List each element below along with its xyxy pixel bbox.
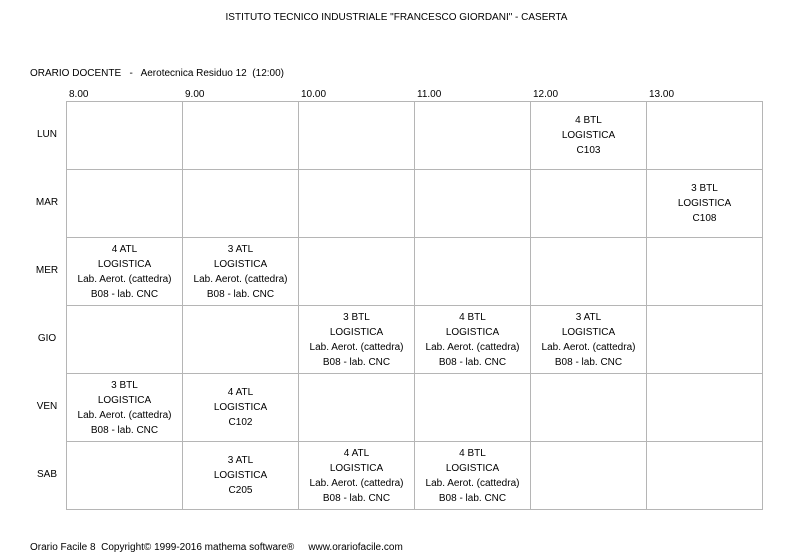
- timetable-row: [67, 170, 763, 238]
- lesson-line: Lab. Aerot. (cattedra): [425, 341, 520, 353]
- lesson-line: Lab. Aerot. (cattedra): [541, 341, 636, 353]
- lesson-line: Lab. Aerot. (cattedra): [309, 477, 404, 489]
- footer: [30, 542, 403, 553]
- empty-cell: [531, 374, 647, 442]
- lesson-line: C108: [692, 213, 717, 224]
- lesson-line: 3 BTL: [343, 311, 370, 323]
- timetable-row: [67, 102, 763, 170]
- empty-cell: [647, 102, 763, 170]
- lesson-line: Lab. Aerot. (cattedra): [77, 409, 172, 421]
- empty-cell: [647, 238, 763, 306]
- lesson-line: LOGISTICA: [329, 326, 384, 338]
- lesson-line: Lab. Aerot. (cattedra): [425, 477, 520, 489]
- empty-cell: [415, 374, 531, 442]
- lesson-line: B08 - lab. CNC: [90, 288, 159, 300]
- empty-cell: [647, 442, 763, 510]
- lesson-line: 4 BTL: [575, 115, 602, 126]
- lesson-line: LOGISTICA: [97, 258, 152, 270]
- lesson-line: 4 BTL: [459, 447, 486, 459]
- lesson-cell: [183, 442, 299, 510]
- lesson-line: LOGISTICA: [329, 462, 384, 474]
- empty-cell: [299, 374, 415, 442]
- time-header: [66, 89, 763, 101]
- lesson-line: LOGISTICA: [213, 470, 268, 481]
- lesson-line: B08 - lab. CNC: [322, 492, 391, 504]
- empty-cell: [299, 238, 415, 306]
- lesson-line: LOGISTICA: [445, 462, 500, 474]
- day-label: VEN: [36, 401, 58, 412]
- lesson-line: Lab. Aerot. (cattedra): [193, 273, 288, 285]
- day-label: GIO: [37, 333, 57, 344]
- lesson-cell: [415, 306, 531, 374]
- time-label: 13.00: [649, 89, 675, 100]
- timetable-row: [67, 374, 763, 442]
- lesson-line: LOGISTICA: [561, 326, 616, 338]
- empty-cell: [299, 102, 415, 170]
- empty-cell: [183, 102, 299, 170]
- day-label: LUN: [36, 129, 57, 140]
- website-link[interactable]: www.orariofacile.com: [308, 542, 403, 553]
- lesson-line: C102: [228, 417, 253, 428]
- lesson-line: 4 ATL: [111, 243, 138, 255]
- day-labels: [30, 101, 66, 509]
- lesson-line: Lab. Aerot. (cattedra): [309, 341, 404, 353]
- empty-cell: [183, 170, 299, 238]
- timetable-row: [67, 238, 763, 306]
- copyright-text: Orario Facile 8 Copyright© 1999-2016 mathema software®: [30, 542, 295, 553]
- empty-cell: [531, 170, 647, 238]
- empty-cell: [531, 442, 647, 510]
- lesson-line: B08 - lab. CNC: [554, 356, 623, 368]
- lesson-line: LOGISTICA: [213, 402, 268, 413]
- empty-cell: [67, 170, 183, 238]
- lesson-cell: [531, 306, 647, 374]
- day-label: MAR: [35, 197, 59, 208]
- lesson-line: 3 ATL: [227, 243, 254, 255]
- lesson-line: C205: [228, 485, 253, 496]
- empty-cell: [67, 102, 183, 170]
- lesson-line: LOGISTICA: [561, 130, 616, 141]
- lesson-line: 3 BTL: [691, 183, 718, 194]
- empty-cell: [647, 374, 763, 442]
- lesson-cell: [67, 374, 183, 442]
- timetable-row: [67, 442, 763, 510]
- lesson-cell: [67, 238, 183, 306]
- empty-cell: [299, 170, 415, 238]
- empty-cell: [67, 306, 183, 374]
- lesson-cell: [415, 442, 531, 510]
- time-label: 12.00: [533, 89, 559, 100]
- time-label: 11.00: [417, 89, 442, 100]
- timetable-subtitle: ORARIO DOCENTE - Aerotecnica Residuo 12 (12:00): [30, 68, 284, 79]
- lesson-line: Lab. Aerot. (cattedra): [77, 273, 172, 285]
- lesson-cell: [183, 238, 299, 306]
- lesson-line: 3 ATL: [575, 311, 602, 323]
- school-title: ISTITUTO TECNICO INDUSTRIALE "FRANCESCO GIORDANI" - CASERTA: [225, 12, 568, 23]
- time-label: 10.00: [301, 89, 327, 100]
- lesson-cell: [299, 442, 415, 510]
- empty-cell: [415, 170, 531, 238]
- day-label: MER: [35, 265, 59, 276]
- lesson-line: 4 ATL: [343, 447, 370, 459]
- empty-cell: [647, 306, 763, 374]
- lesson-cell: [531, 102, 647, 170]
- lesson-line: 4 BTL: [459, 311, 486, 323]
- timetable-grid: [66, 101, 763, 510]
- empty-cell: [183, 306, 299, 374]
- lesson-line: B08 - lab. CNC: [206, 288, 275, 300]
- lesson-line: C103: [576, 145, 601, 156]
- lesson-line: 3 ATL: [227, 455, 254, 466]
- lesson-cell: [183, 374, 299, 442]
- lesson-line: LOGISTICA: [677, 198, 732, 209]
- lesson-line: LOGISTICA: [97, 394, 152, 406]
- lesson-line: LOGISTICA: [213, 258, 268, 270]
- lesson-line: 4 ATL: [227, 387, 254, 398]
- lesson-cell: [299, 306, 415, 374]
- empty-cell: [67, 442, 183, 510]
- time-label: 9.00: [185, 89, 205, 100]
- lesson-line: LOGISTICA: [445, 326, 500, 338]
- lesson-line: B08 - lab. CNC: [438, 356, 507, 368]
- timetable-row: [67, 306, 763, 374]
- lesson-line: B08 - lab. CNC: [322, 356, 391, 368]
- lesson-line: B08 - lab. CNC: [90, 424, 159, 436]
- empty-cell: [415, 102, 531, 170]
- empty-cell: [531, 238, 647, 306]
- time-label: 8.00: [69, 89, 89, 100]
- empty-cell: [415, 238, 531, 306]
- lesson-line: B08 - lab. CNC: [438, 492, 507, 504]
- lesson-cell: [647, 170, 763, 238]
- day-label: SAB: [36, 469, 57, 480]
- lesson-line: 3 BTL: [111, 379, 138, 391]
